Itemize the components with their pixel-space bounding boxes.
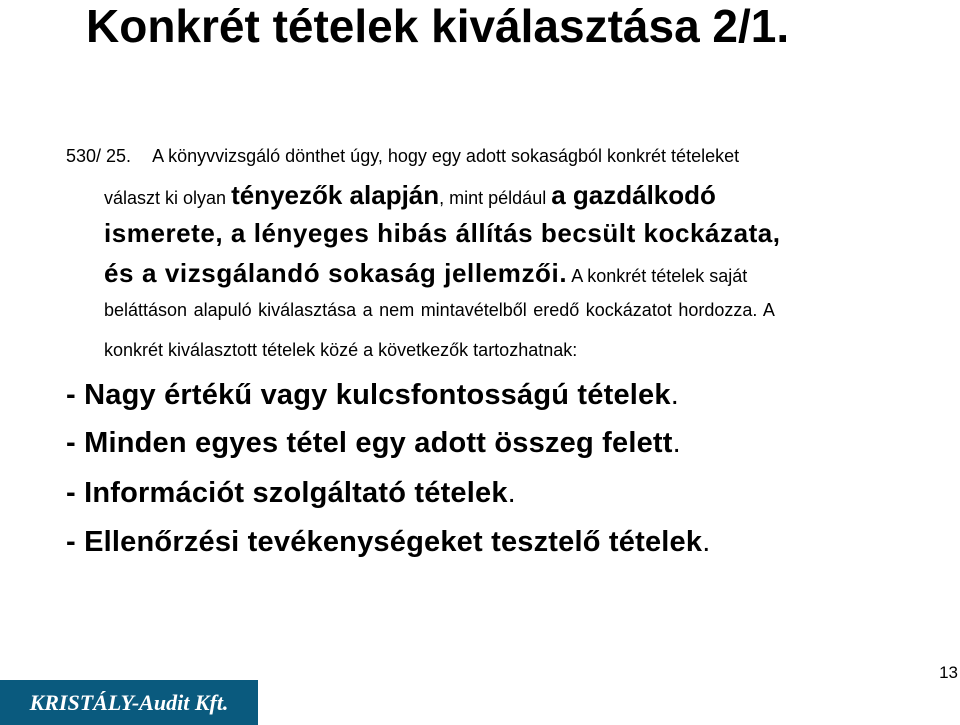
bullet-item: - Ellenőrzési tevékenységeket tesztelő tételek. xyxy=(66,526,711,558)
paragraph-line-4 xyxy=(104,258,747,289)
paragraph-text: választ ki olyan xyxy=(104,188,232,208)
page-number: 13 xyxy=(939,663,958,682)
paragraph-line-2 xyxy=(104,180,716,211)
paragraph-line-5: beláttáson alapuló kiválasztása a nem mintavételből eredő kockázatot hordozza. A xyxy=(104,300,775,320)
company-logo: KRISTÁLY-Audit Kft. xyxy=(0,680,258,725)
slide-title: Konkrét tételek kiválasztása 2/1. xyxy=(86,0,790,52)
emphasis-text: és a vizsgálandó sokaság jellemzői. xyxy=(104,258,568,288)
paragraph-line-6: konkrét kiválasztott tételek közé a következők tartozhatnak: xyxy=(104,340,578,360)
paragraph-line-1 xyxy=(66,146,739,167)
paragraph-text: , mint például xyxy=(439,188,552,208)
emphasis-text: tényezők alapján xyxy=(231,180,440,210)
standard-reference: 530/ 25. xyxy=(66,146,132,166)
paragraph-text: A könyvvizsgáló dönthet úgy, hogy egy adott sokaságból konkrét tételeket xyxy=(152,146,740,166)
bullet-item: - Nagy értékű vagy kulcsfontosságú tételek. xyxy=(66,379,679,411)
paragraph-text: A konkrét tételek saját xyxy=(567,266,748,286)
bullet-item: - Információt szolgáltató tételek. xyxy=(66,477,516,509)
paragraph-line-3: ismerete, a lényeges hibás állítás becsült kockázata, xyxy=(104,218,781,248)
bullet-item: - Minden egyes tétel egy adott összeg felett. xyxy=(66,427,681,459)
emphasis-text: a gazdálkodó xyxy=(551,180,716,210)
